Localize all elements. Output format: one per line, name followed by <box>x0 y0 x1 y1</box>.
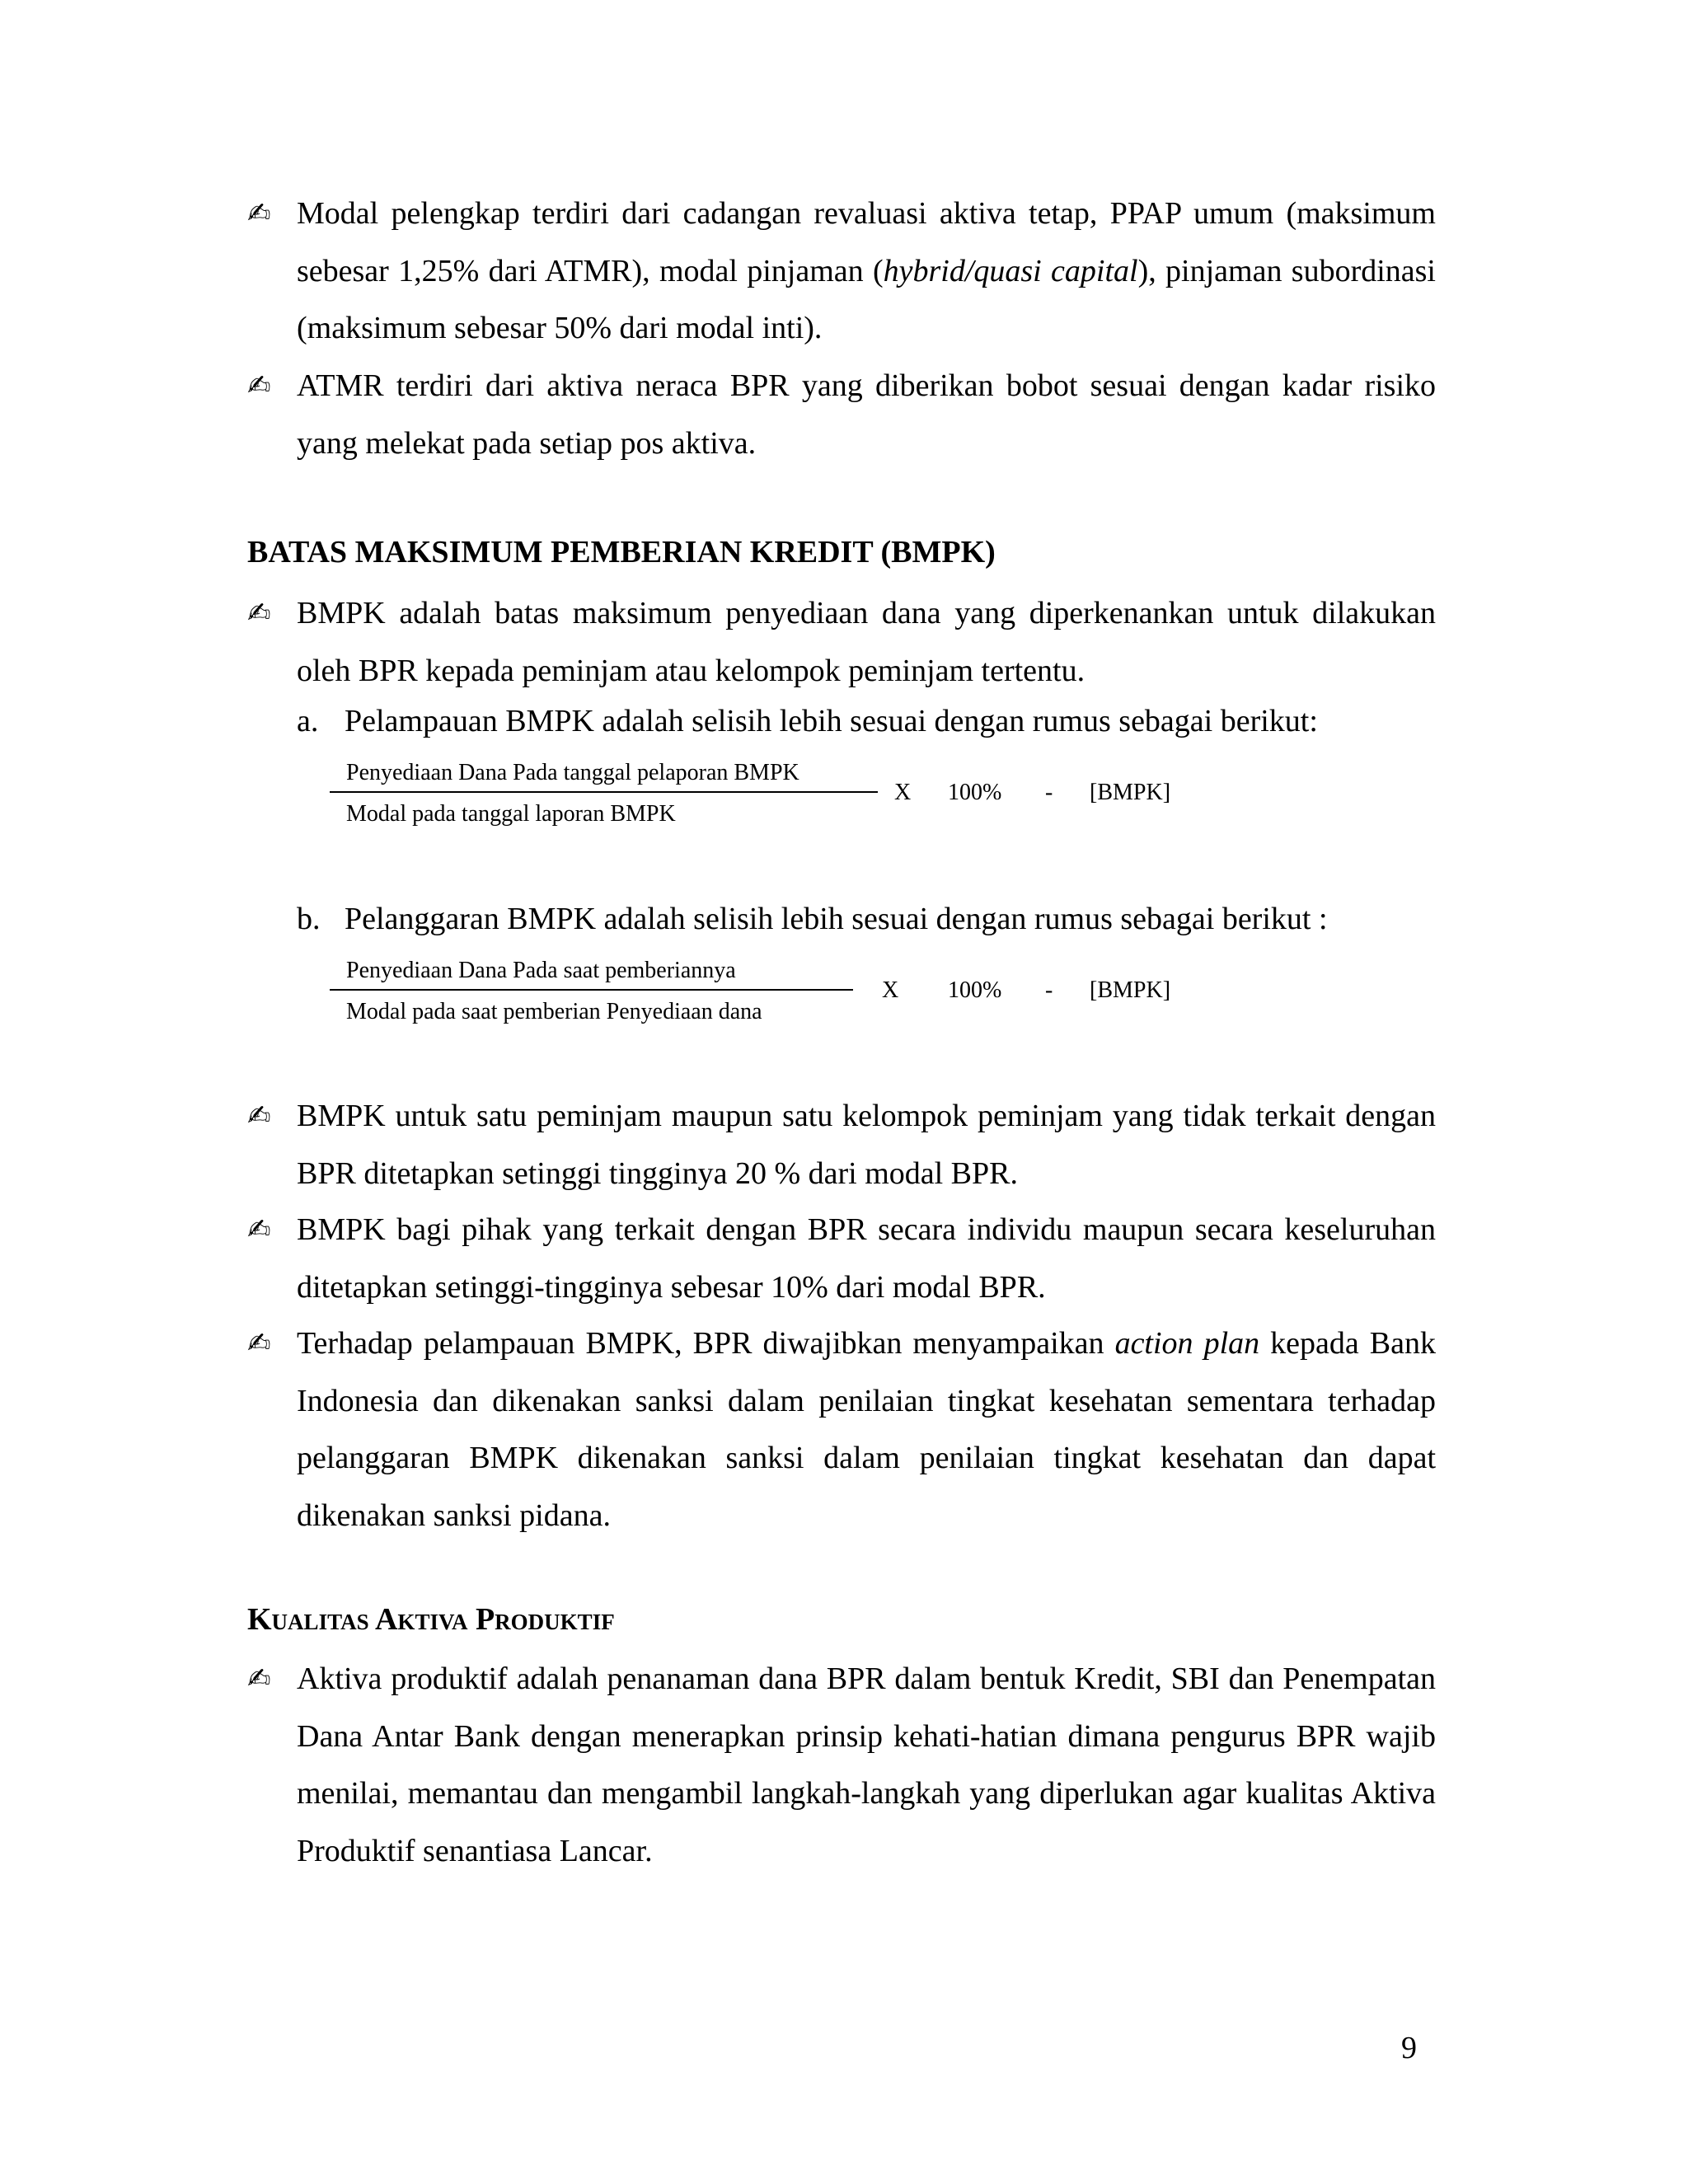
times-sign: X <box>882 977 899 1003</box>
writing-hand-icon: ✍ <box>247 1099 271 1132</box>
italic-text: hybrid/quasi capital <box>883 253 1138 288</box>
section-heading-bmpk: BATAS MAKSIMUM PEMBERIAN KREDIT (BMPK) <box>247 535 996 569</box>
bullet-bmpk-tidak-terkait <box>247 1088 1436 1202</box>
text-run: BMPK untuk satu peminjam maupun satu kelompok peminjam yang tidak terkait dengan BPR ditetapkan setinggi tingginya 20 % dari modal BPR. <box>297 1099 1436 1191</box>
formula-pelanggaran <box>0 956 1688 1030</box>
formula-denominator: Modal pada tanggal laporan BMPK <box>346 801 676 827</box>
bullet-text <box>297 358 1436 472</box>
bmpk-limit: [BMPK] <box>1090 977 1171 1003</box>
bullet-modal-pelengkap <box>247 185 1436 358</box>
bullet-aktiva-produktif <box>247 1651 1436 1880</box>
bullet-pelampauan-bmpk <box>247 1315 1436 1544</box>
section-heading-kualitas-aktiva-produktif: Kualitas Aktiva Produktif <box>247 1602 615 1637</box>
item-label: b. <box>297 902 321 936</box>
page-number: 9 <box>1401 2031 1417 2065</box>
writing-hand-icon: ✍ <box>247 1662 271 1695</box>
writing-hand-icon: ✍ <box>247 597 271 630</box>
bullet-text <box>297 1651 1436 1880</box>
writing-hand-icon: ✍ <box>247 197 271 230</box>
bmpk-limit: [BMPK] <box>1090 780 1171 805</box>
writing-hand-icon: ✍ <box>247 1327 271 1360</box>
writing-hand-icon: ✍ <box>247 1213 271 1246</box>
text-run: kepada Bank Indonesia dan dikenakan sanksi dalam penilaian tingkat kesehatan sementara terhadap pelanggaran BMPK dikenakan sanksi dalam penilaian tingkat kesehatan dan dapat dikenakan sanksi pidana. <box>297 1326 1436 1533</box>
percent-value: 100% <box>948 780 1002 805</box>
minus-sign: - <box>1045 977 1053 1003</box>
text-run: BMPK bagi pihak yang terkait dengan BPR secara individu maupun secara keseluruhan ditetapkan setinggi-tingginya sebesar 10% dari modal BPR. <box>297 1212 1436 1305</box>
bullet-text <box>297 185 1436 358</box>
bullet-bmpk-definition <box>247 585 1436 700</box>
times-sign: X <box>894 780 912 805</box>
item-b <box>297 898 1328 940</box>
bullet-atmr <box>247 358 1436 472</box>
text-run: Modal pelengkap terdiri dari cadangan revaluasi aktiva tetap, PPAP umum (maksimum sebesar 1,25% dari ATMR), modal pinjaman ( <box>297 196 1436 288</box>
item-text: Pelampauan BMPK adalah selisih lebih sesuai dengan rumus sebagai berikut: <box>345 704 1318 738</box>
percent-value: 100% <box>948 977 1002 1003</box>
bullet-text <box>297 1088 1436 1202</box>
text-run: Aktiva produktif adalah penanaman dana BPR dalam bentuk Kredit, SBI dan Penempatan Dana Antar Bank dengan menerapkan prinsip kehati-hatian dimana pengurus BPR wajib menilai, memantau dan mengambil langkah-langkah yang diperlukan agar kualitas Aktiva Produktif senantiasa Lancar. <box>297 1661 1436 1868</box>
bullet-text: BMPK adalah batas maksimum penyediaan dana yang diperkenankan untuk dilakukan oleh BPR kepada peminjam atau kelompok peminjam tertentu. <box>297 596 1436 688</box>
item-a <box>297 701 1318 742</box>
italic-text: action plan <box>1114 1326 1260 1361</box>
formula-numerator: Penyediaan Dana Pada saat pemberiannya <box>346 958 736 983</box>
formula-denominator: Modal pada saat pemberian Penyediaan dana <box>346 999 762 1024</box>
text-run: Terhadap pelampauan BMPK, BPR diwajibkan menyampaikan <box>297 1326 1115 1361</box>
text-run: ), pinjaman subordinasi (maksimum sebesar 50% dari modal inti). <box>297 253 1436 345</box>
fraction-bar <box>330 989 853 991</box>
formula-pelampauan <box>0 758 1688 832</box>
writing-hand-icon: ✍ <box>247 369 271 402</box>
text-run: ATMR terdiri dari aktiva neraca BPR yang diberikan bobot sesuai dengan kadar risiko yang melekat pada setiap pos aktiva. <box>297 368 1436 461</box>
fraction-bar <box>330 791 878 793</box>
bullet-bmpk-terkait <box>247 1202 1436 1316</box>
formula-numerator: Penyediaan Dana Pada tanggal pelaporan BMPK <box>346 760 799 785</box>
item-text: Pelanggaran BMPK adalah selisih lebih sesuai dengan rumus sebagai berikut : <box>345 902 1328 936</box>
bullet-text <box>297 1202 1436 1316</box>
bullet-text <box>297 1315 1436 1544</box>
minus-sign: - <box>1045 780 1053 805</box>
item-label: a. <box>297 704 319 738</box>
